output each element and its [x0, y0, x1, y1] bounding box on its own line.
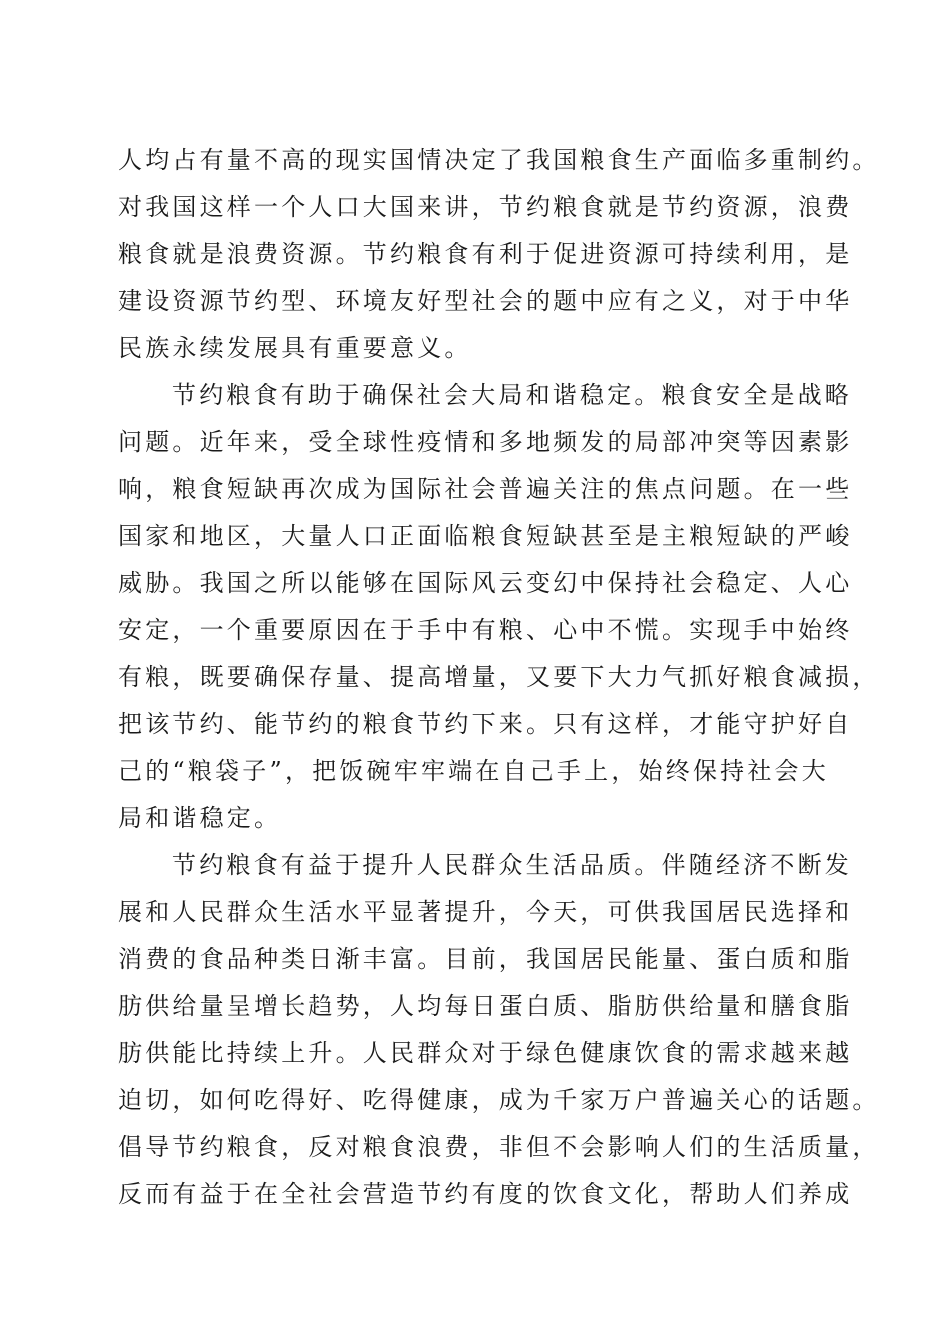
text-line: 威胁。我国之所以能够在国际风云变幻中保持社会稳定、人心 [118, 569, 853, 597]
text-line: 有粮，既要确保存量、提高增量，又要下大力气抓好粮食减损， [118, 663, 880, 691]
text-line: 肪供给量呈增长趋势，人均每日蛋白质、脂肪供给量和膳食脂 [118, 992, 853, 1020]
paragraph-start-line: 节约粮食有益于提升人民群众生活品质。伴随经济不断发 [172, 851, 852, 879]
text-line: 人均占有量不高的现实国情决定了我国粮食生产面临多重制约。 [118, 146, 880, 174]
text-line: 倡导节约粮食，反对粮食浪费，非但不会影响人们的生活质量， [118, 1133, 880, 1161]
text-line: 把该节约、能节约的粮食节约下来。只有这样，才能守护好自 [118, 710, 853, 738]
text-line: 局和谐稳定。 [118, 804, 282, 832]
text-line: 响，粮食短缺再次成为国际社会普遍关注的焦点问题。在一些 [118, 475, 853, 503]
text-line: 问题。近年来，受全球性疫情和多地频发的局部冲突等因素影 [118, 428, 853, 456]
text-line: 展和人民群众生活水平显著提升，今天，可供我国居民选择和 [118, 898, 853, 926]
text-line: 肪供能比持续上升。人民群众对于绿色健康饮食的需求越来越 [118, 1039, 853, 1067]
text-line: 己的“粮袋子”，把饭碗牢牢端在自己手上，始终保持社会大 [118, 757, 829, 785]
text-line: 粮食就是浪费资源。节约粮食有利于促进资源可持续利用，是 [118, 240, 853, 268]
text-line: 对我国这样一个人口大国来讲，节约粮食就是节约资源，浪费 [118, 193, 853, 221]
text-line: 迫切，如何吃得好、吃得健康，成为千家万户普遍关心的话题。 [118, 1086, 880, 1114]
text-line: 国家和地区，大量人口正面临粮食短缺甚至是主粮短缺的严峻 [118, 522, 853, 550]
text-line: 民族永续发展具有重要意义。 [118, 334, 472, 362]
text-line: 建设资源节约型、环境友好型社会的题中应有之义，对于中华 [118, 287, 853, 315]
body-text [118, 137, 880, 1218]
text-line: 反而有益于在全社会营造节约有度的饮食文化，帮助人们养成 [118, 1180, 853, 1208]
paragraph-start-line: 节约粮食有助于确保社会大局和谐稳定。粮食安全是战略 [172, 381, 852, 409]
text-line: 安定，一个重要原因在于手中有粮、心中不慌。实现手中始终 [118, 616, 853, 644]
text-line: 消费的食品种类日渐丰富。目前，我国居民能量、蛋白质和脂 [118, 945, 853, 973]
